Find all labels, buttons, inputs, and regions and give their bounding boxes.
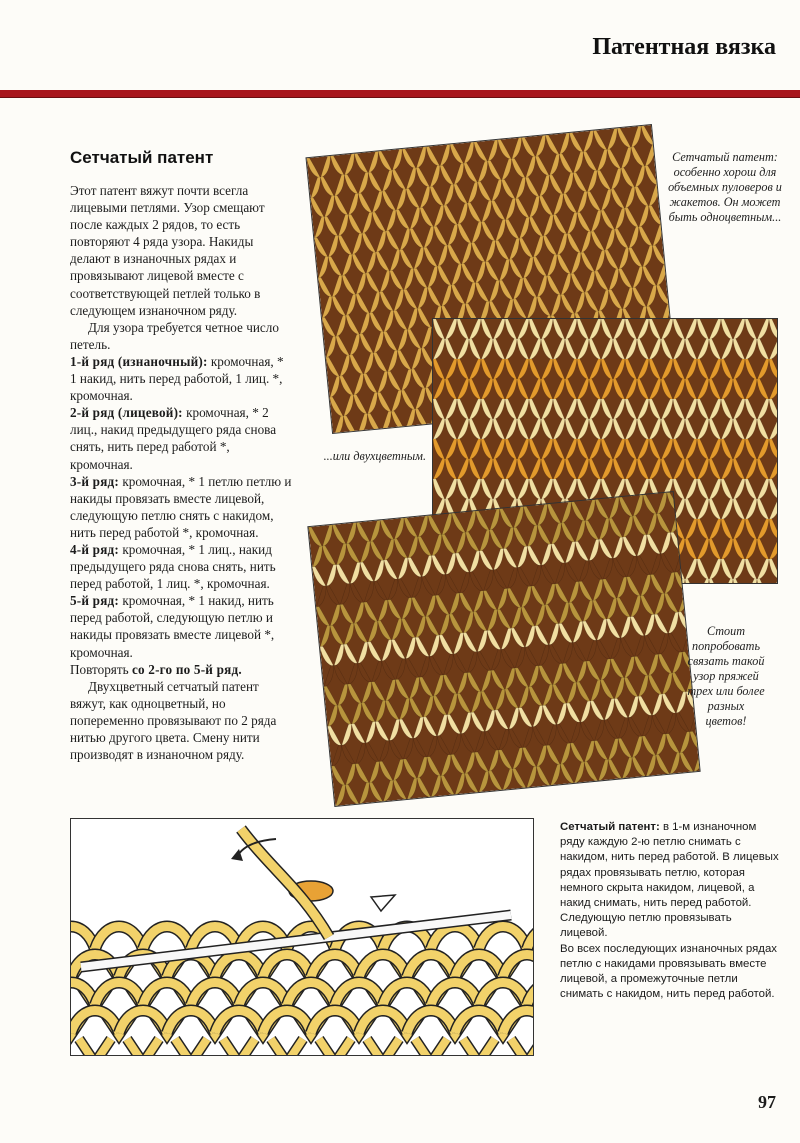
section-heading: Сетчатый патент [70, 148, 214, 167]
row-instruction-1 [70, 353, 292, 404]
description-paragraph-1 [560, 820, 782, 942]
diagram-description [560, 820, 782, 1002]
page-header-title: Патентная вязка [592, 34, 776, 60]
caption-two-color: ...или двухцветным. [323, 449, 426, 463]
description-text-1: в 1-м изнаночном ряду каждую 2-ю петлю снимать с накидом, нить перед работой. В лицевых рядах провязывать петлю, которая немного скрыта накидом, лицевой, а накид снимать, нить перед работой. Следующую петлю провязывать лицевой. [560, 821, 779, 940]
header-rule [0, 90, 800, 98]
intro-paragraph: Этот патент вяжут почти всегла лицевыми петлями. Узор смещают после каждых 2 рядов, то есть повторяют 4 ряда узора. Накиды делают в изнаночных рядах и провязывают лицевой вместе с соответствующей петлей только в следующем изнаночном ряду. [70, 183, 265, 318]
two-color-paragraph: Двухцветный сетчатый патент вяжут, как одноцветный, но попеременно провязывают по 2 ряда нитью другого цвета. Смену нити производят в изнаночном ряду. [70, 678, 277, 763]
row-instruction-4 [70, 541, 292, 592]
knitting-diagram [70, 818, 534, 1056]
repeat-prefix: Повторять [70, 661, 132, 677]
description-term: Сетчатый патент: [560, 821, 660, 833]
row-text-3: кромочная, * 1 петлю петлю и накиды провязать вместе лицевой, следующую петлю снять с накидом, нить перед работой *, кромочная. [70, 473, 292, 540]
body-text-column [70, 182, 292, 763]
row-text-1: кромочная, * 1 накид, нить перед работой, 1 лиц. *, кромочная. [70, 353, 284, 404]
caption-single-color: Сетчатый патент: особенно хорош для объемных пуловеров и жакетов. Он может быть одноцветным... [668, 150, 782, 224]
page-number: 97 [758, 1092, 776, 1112]
row-label-2: 2-й ряд (лицевой): [70, 405, 183, 421]
repeat-instruction [70, 661, 292, 678]
row-label-5: 5-й ряд: [70, 593, 120, 609]
row-instruction-2 [70, 404, 292, 472]
row-label-4: 4-й ряд: [70, 541, 120, 557]
knit-photo-multi-color [307, 491, 700, 807]
row-instruction-5 [70, 592, 292, 660]
row-text-4: кромочная, * 1 лиц., накид предыдущего ряда снова снять, нить перед работой, 1 лиц. *, кромочная. [70, 541, 276, 592]
row-label-1: 1-й ряд (изнаночный): [70, 353, 208, 369]
requirement-paragraph: Для узора требуется четное число петель. [70, 319, 279, 352]
row-text-5: кромочная, * 1 накид, нить перед работой, следующую петлю и накиды провязать вместе лицевой *, кромочная. [70, 593, 275, 660]
row-label-3: 3-й ряд: [70, 473, 120, 489]
row-instruction-3 [70, 473, 292, 541]
repeat-range: со 2-го по 5-й ряд. [131, 661, 242, 677]
row-text-2: кромочная, * 2 лиц., накид предыдущего ряда снова снять, нить перед работой *, кромочная. [70, 405, 277, 472]
caption-multi-color: Стоит попробовать связать такой узор пряжей трех или более разных цветов! [687, 624, 765, 728]
description-paragraph-2: Во всех последующих изнаночных рядах петлю с накидами провязывать вместе лицевой, а промежуточные петли снимать с накидом, нить перед работой. [560, 942, 777, 1001]
